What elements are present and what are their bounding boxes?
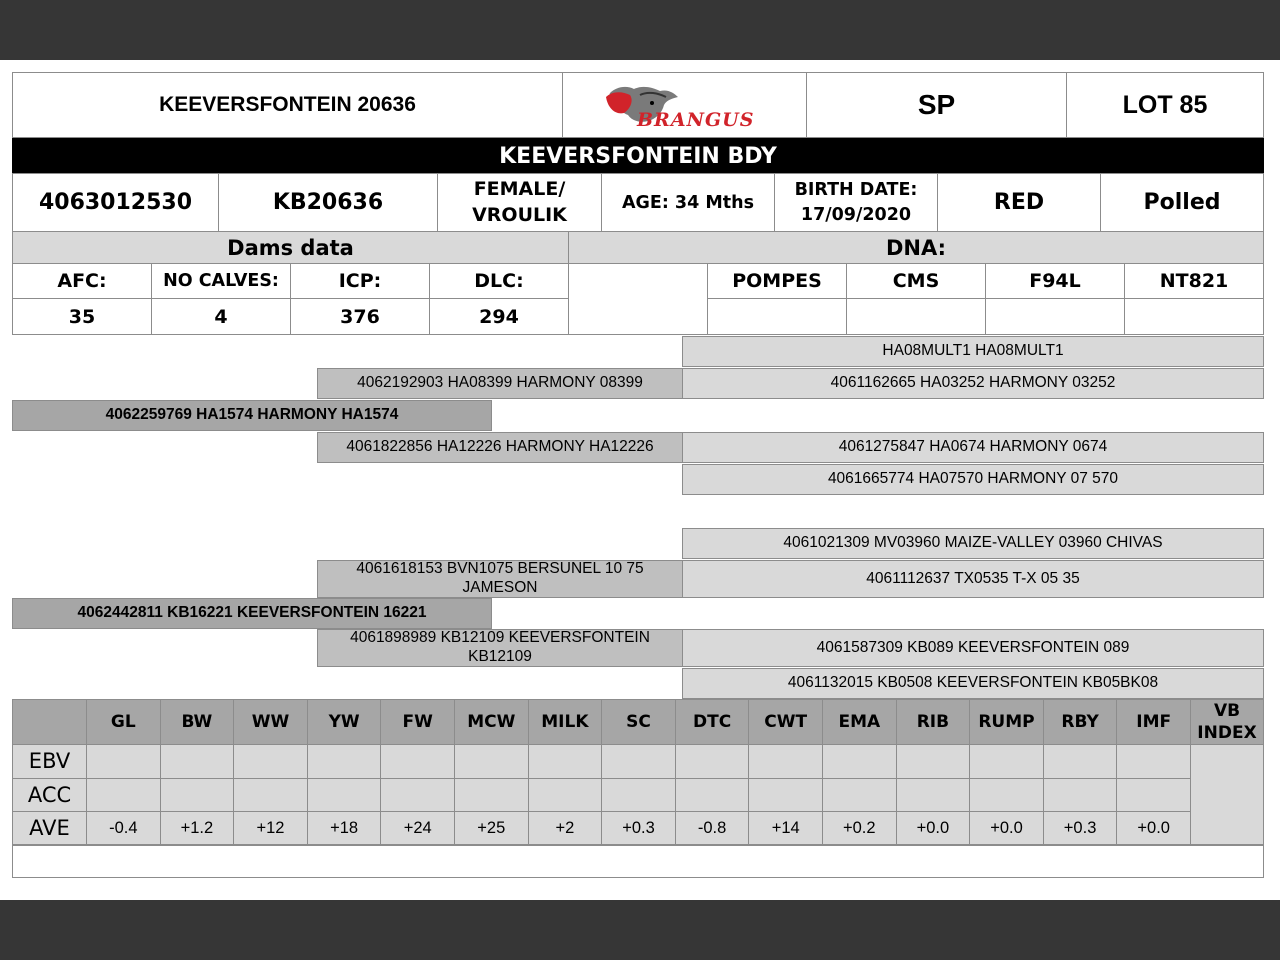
- ebv-acc-rump: [969, 778, 1044, 813]
- pedigree-sire-sire-dam: 4061162665 HA03252 HARMONY 03252: [682, 368, 1264, 399]
- sex-line-2: VROULIK: [472, 203, 567, 226]
- pedigree-dam-dam-sire: 4061587309 KB089 KEEVERSFONTEIN 089: [682, 629, 1264, 667]
- dna-value-f94l: [985, 298, 1125, 335]
- dams-data-title: Dams data: [12, 231, 569, 264]
- dna-value-cms: [846, 298, 986, 335]
- ebv-acc-dtc: [675, 778, 750, 813]
- footer-blank-row: [12, 844, 1264, 878]
- ebv-header-rby: RBY: [1043, 699, 1118, 745]
- ebv-acc-sc: [601, 778, 676, 813]
- dams-value-icp: 376: [290, 298, 430, 335]
- ebv-ave-imf: +0.0: [1116, 811, 1191, 846]
- animal-title: KEEVERSFONTEIN 20636: [12, 72, 563, 138]
- ebv-ave-fw: +24: [380, 811, 455, 846]
- registration-code: KB20636: [218, 173, 438, 232]
- birth-date-value: 17/09/2020: [800, 204, 912, 225]
- ebv-ave-gl: -0.4: [86, 811, 161, 846]
- ebv-ebv-rump: [969, 744, 1044, 779]
- ebv-acc-fw: [380, 778, 455, 813]
- ebv-ebv-sc: [601, 744, 676, 779]
- ebv-row-label-ebv: EBV: [12, 744, 87, 779]
- dna-blank-cell: [568, 263, 708, 335]
- ebv-acc-mcw: [454, 778, 529, 813]
- ebv-ebv-ema: [822, 744, 897, 779]
- ebv-acc-gl: [86, 778, 161, 813]
- ebv-header-rump: RUMP: [969, 699, 1044, 745]
- ebv-ave-milk: +2: [528, 811, 603, 846]
- ebv-header-yw: YW: [307, 699, 382, 745]
- dna-header-f94l: F94L: [985, 263, 1125, 299]
- pedigree-sire-dam-sire: 4061275847 HA0674 HARMONY 0674: [682, 432, 1264, 463]
- ebv-ebv-ww: [233, 744, 308, 779]
- ebv-acc-milk: [528, 778, 603, 813]
- lot-sheet: [12, 72, 1264, 878]
- ebv-ebv-imf: [1116, 744, 1191, 779]
- ebv-row-label-acc: ACC: [12, 778, 87, 813]
- pedigree-dam-sire: 4061618153 BVN1075 BERSUNEL 10 75 JAMESON: [317, 560, 683, 598]
- ebv-acc-ww: [233, 778, 308, 813]
- ebv-ebv-mcw: [454, 744, 529, 779]
- ebv-header-imf: IMF: [1116, 699, 1191, 745]
- pedigree-sire-sire: 4062192903 HA08399 HARMONY 08399: [317, 368, 683, 399]
- dna-title: DNA:: [568, 231, 1264, 264]
- dams-value-dlc: 294: [429, 298, 569, 335]
- dams-header-no-calves: NO CALVES:: [151, 263, 291, 299]
- bottom-frame-bar: [0, 900, 1280, 960]
- horn-status: Polled: [1100, 173, 1264, 232]
- dams-header-icp: ICP:: [290, 263, 430, 299]
- ebv-ebv-gl: [86, 744, 161, 779]
- ebv-ebv-cwt: [748, 744, 823, 779]
- ebv-acc-rib: [896, 778, 971, 813]
- sex: [437, 173, 602, 232]
- vb-index-line-1: VB: [1213, 700, 1241, 721]
- pedigree-dam: 4062442811 KB16221 KEEVERSFONTEIN 16221: [12, 598, 492, 629]
- sex-line-1: FEMALE/: [473, 177, 566, 200]
- dna-header-pompes: POMPES: [707, 263, 847, 299]
- pedigree-dam-dam: 4061898989 KB12109 KEEVERSFONTEIN KB12109: [317, 629, 683, 667]
- birth-date: [774, 173, 938, 232]
- colour: RED: [937, 173, 1101, 232]
- ebv-header-gl: GL: [86, 699, 161, 745]
- pedigree-sire-dam-dam: 4061665774 HA07570 HARMONY 07 570: [682, 464, 1264, 495]
- ebv-header-ema: EMA: [822, 699, 897, 745]
- ebv-acc-imf: [1116, 778, 1191, 813]
- birth-date-label: BIRTH DATE:: [794, 180, 918, 200]
- ebv-ebv-yw: [307, 744, 382, 779]
- dna-value-pompes: [707, 298, 847, 335]
- ebv-ave-yw: +18: [307, 811, 382, 846]
- pedigree-dam-sire-dam: 4061112637 TX0535 T-X 05 35: [682, 560, 1264, 598]
- ebv-ave-rump: +0.0: [969, 811, 1044, 846]
- ebv-header-cwt: CWT: [748, 699, 823, 745]
- category-code: SP: [806, 72, 1067, 138]
- ebv-header-ww: WW: [233, 699, 308, 745]
- ebv-header-mcw: MCW: [454, 699, 529, 745]
- ebv-ave-rib: +0.0: [896, 811, 971, 846]
- ebv-acc-cwt: [748, 778, 823, 813]
- ebv-ebv-rib: [896, 744, 971, 779]
- ebv-header-bw: BW: [160, 699, 235, 745]
- ebv-corner-cell: [12, 699, 87, 745]
- ebv-row-label-ave: AVE: [12, 811, 87, 846]
- dams-header-afc: AFC:: [12, 263, 152, 299]
- logo-wordmark: BRANGUS: [637, 109, 755, 131]
- age: AGE: 34 Mths: [601, 173, 775, 232]
- top-frame-bar: [0, 0, 1280, 60]
- dna-value-nt821: [1124, 298, 1264, 335]
- ebv-ave-ww: +12: [233, 811, 308, 846]
- ebv-ave-sc: +0.3: [601, 811, 676, 846]
- vb-index-value: [1190, 744, 1264, 846]
- ebv-acc-yw: [307, 778, 382, 813]
- pedigree-sire-dam: 4061822856 HA12226 HARMONY HA12226: [317, 432, 683, 463]
- pedigree-sire: 4062259769 HA1574 HARMONY HA1574: [12, 400, 492, 431]
- dams-value-afc: 35: [12, 298, 152, 335]
- ebv-header-sc: SC: [601, 699, 676, 745]
- animal-name-banner: KEEVERSFONTEIN BDY: [12, 138, 1264, 174]
- pedigree-sire-sire-sire: HA08MULT1 HA08MULT1: [682, 336, 1264, 367]
- ebv-ave-mcw: +25: [454, 811, 529, 846]
- ebv-ebv-fw: [380, 744, 455, 779]
- ebv-ave-dtc: -0.8: [675, 811, 750, 846]
- ebv-ave-cwt: +14: [748, 811, 823, 846]
- ebv-header-fw: FW: [380, 699, 455, 745]
- dna-header-cms: CMS: [846, 263, 986, 299]
- pedigree-dam-sire-sire: 4061021309 MV03960 MAIZE-VALLEY 03960 CHIVAS: [682, 528, 1264, 559]
- ebv-ebv-rby: [1043, 744, 1118, 779]
- ebv-ebv-milk: [528, 744, 603, 779]
- id-number: 4063012530: [12, 173, 219, 232]
- ebv-acc-rby: [1043, 778, 1118, 813]
- ebv-header-dtc: DTC: [675, 699, 750, 745]
- ebv-acc-bw: [160, 778, 235, 813]
- ebv-header-rib: RIB: [896, 699, 971, 745]
- ebv-header-vb-index: [1190, 699, 1264, 745]
- ebv-table: [12, 699, 1264, 845]
- ebv-ave-bw: +1.2: [160, 811, 235, 846]
- ebv-ave-ema: +0.2: [822, 811, 897, 846]
- vb-index-line-2: INDEX: [1197, 723, 1257, 743]
- dams-header-dlc: DLC:: [429, 263, 569, 299]
- ebv-ebv-dtc: [675, 744, 750, 779]
- ebv-ave-rby: +0.3: [1043, 811, 1118, 846]
- ebv-acc-ema: [822, 778, 897, 813]
- dams-value-no-calves: 4: [151, 298, 291, 335]
- ebv-header-milk: MILK: [528, 699, 603, 745]
- lot-number: LOT 85: [1066, 72, 1264, 138]
- pedigree-dam-dam-dam: 4061132015 KB0508 KEEVERSFONTEIN KB05BK08: [682, 668, 1264, 699]
- dna-header-nt821: NT821: [1124, 263, 1264, 299]
- brangus-logo: [562, 72, 807, 138]
- ebv-ebv-bw: [160, 744, 235, 779]
